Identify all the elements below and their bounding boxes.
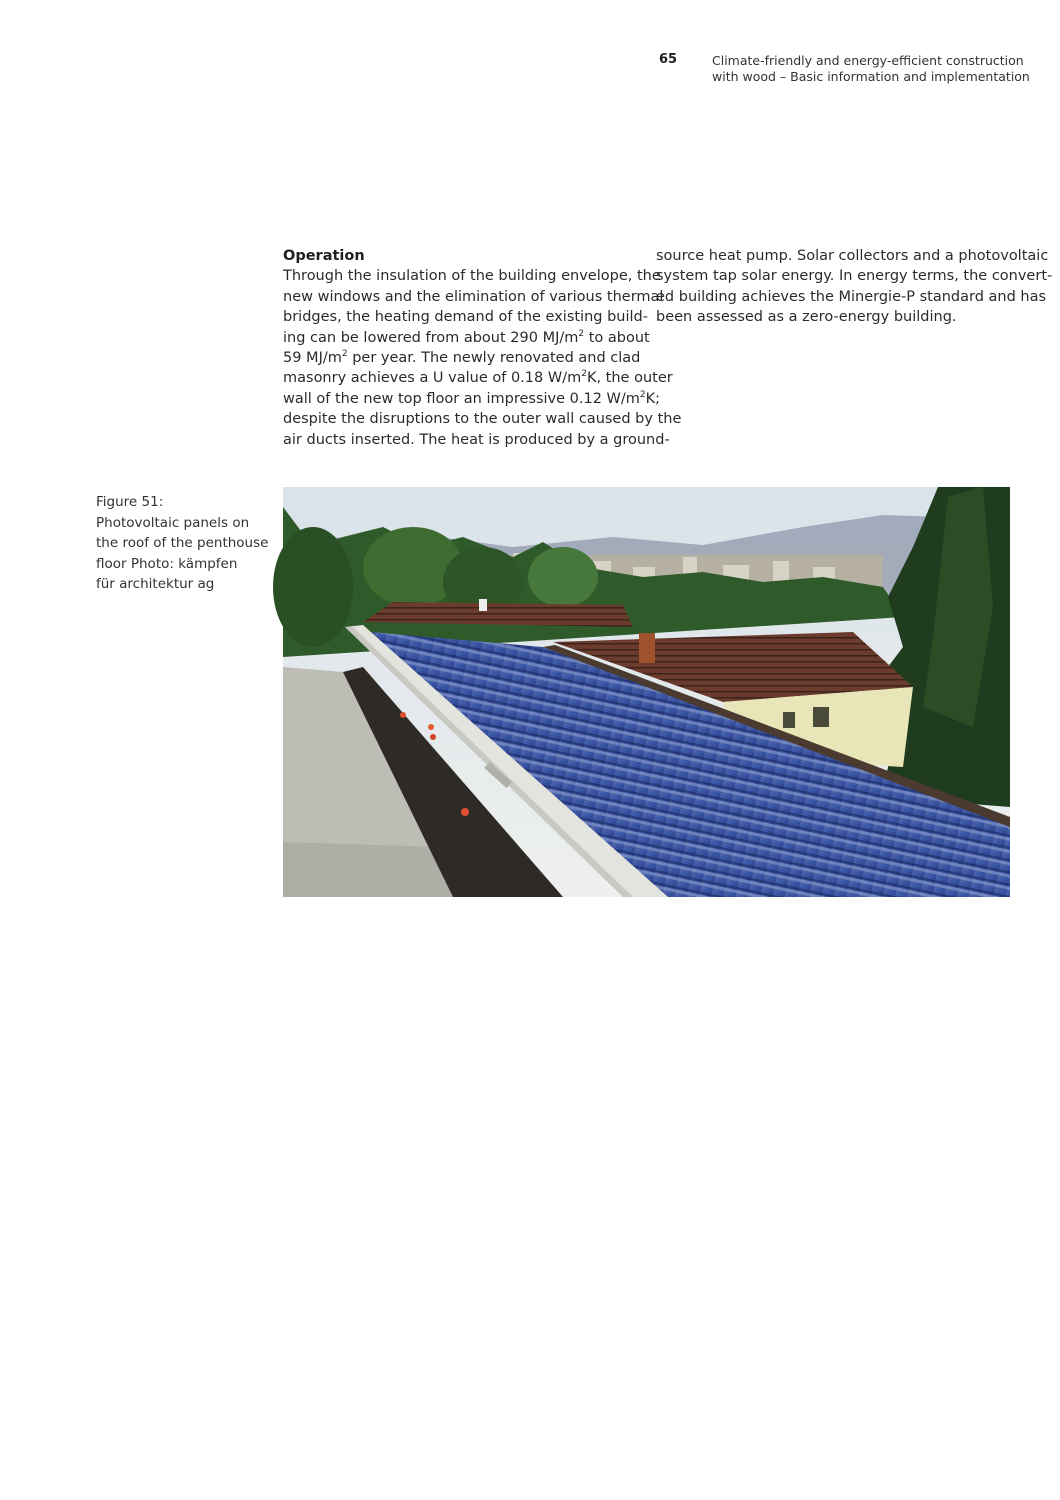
body-text-line: Through the insulation of the building envelope, the — [283, 268, 661, 285]
body-text-line: been assessed as a zero-energy building. — [656, 309, 957, 326]
caption-line: Figure 51: — [96, 494, 164, 510]
body-text-line: bridges, the heating demand of the existing build- — [283, 309, 648, 326]
body-column-right — [656, 246, 1053, 328]
body-text-line: ed building achieves the Minergie-P standard and has — [656, 288, 1047, 305]
caption-line: floor Photo: kämpfen — [96, 555, 238, 572]
solar-roof-photo — [283, 487, 1010, 897]
body-column-left — [283, 246, 682, 450]
body-text-line: air ducts inserted. The heat is produced by a ground- — [283, 431, 670, 448]
running-header — [712, 53, 1032, 85]
figure-caption — [96, 492, 269, 595]
section-heading: Operation — [283, 248, 365, 264]
body-text-line: ing can be lowered from about 290 $MJ/m^2$ to about — [283, 328, 650, 346]
body-text-line: masonry achieves a U value of 0.18 $W/m^2K$, the outer — [283, 369, 673, 387]
body-text-line: source heat pump. Solar collectors and a photovoltaic — [656, 248, 1049, 264]
running-header-line: Climate-friendly and energy-efficient construction — [712, 53, 1024, 68]
body-text-line: despite the disruptions to the outer wall caused by the — [283, 411, 682, 428]
running-header-line: with wood – Basic information and implementation — [712, 69, 1030, 84]
body-text-line: wall of the new top floor an impressive 0.12 $W/m^2K$; — [283, 389, 661, 407]
page-number: 65 — [659, 52, 678, 67]
body-text-line: 59 $MJ/m^2$ per year. The newly renovated and clad — [283, 349, 641, 366]
caption-line: für architektur ag — [96, 576, 215, 592]
caption-line: Photovoltaic panels on — [96, 514, 250, 531]
body-text-line: new windows and the elimination of various thermal — [283, 288, 664, 305]
body-text-line: system tap solar energy. In energy terms, the convert- — [656, 268, 1053, 285]
caption-line: the roof of the penthouse — [96, 535, 269, 551]
